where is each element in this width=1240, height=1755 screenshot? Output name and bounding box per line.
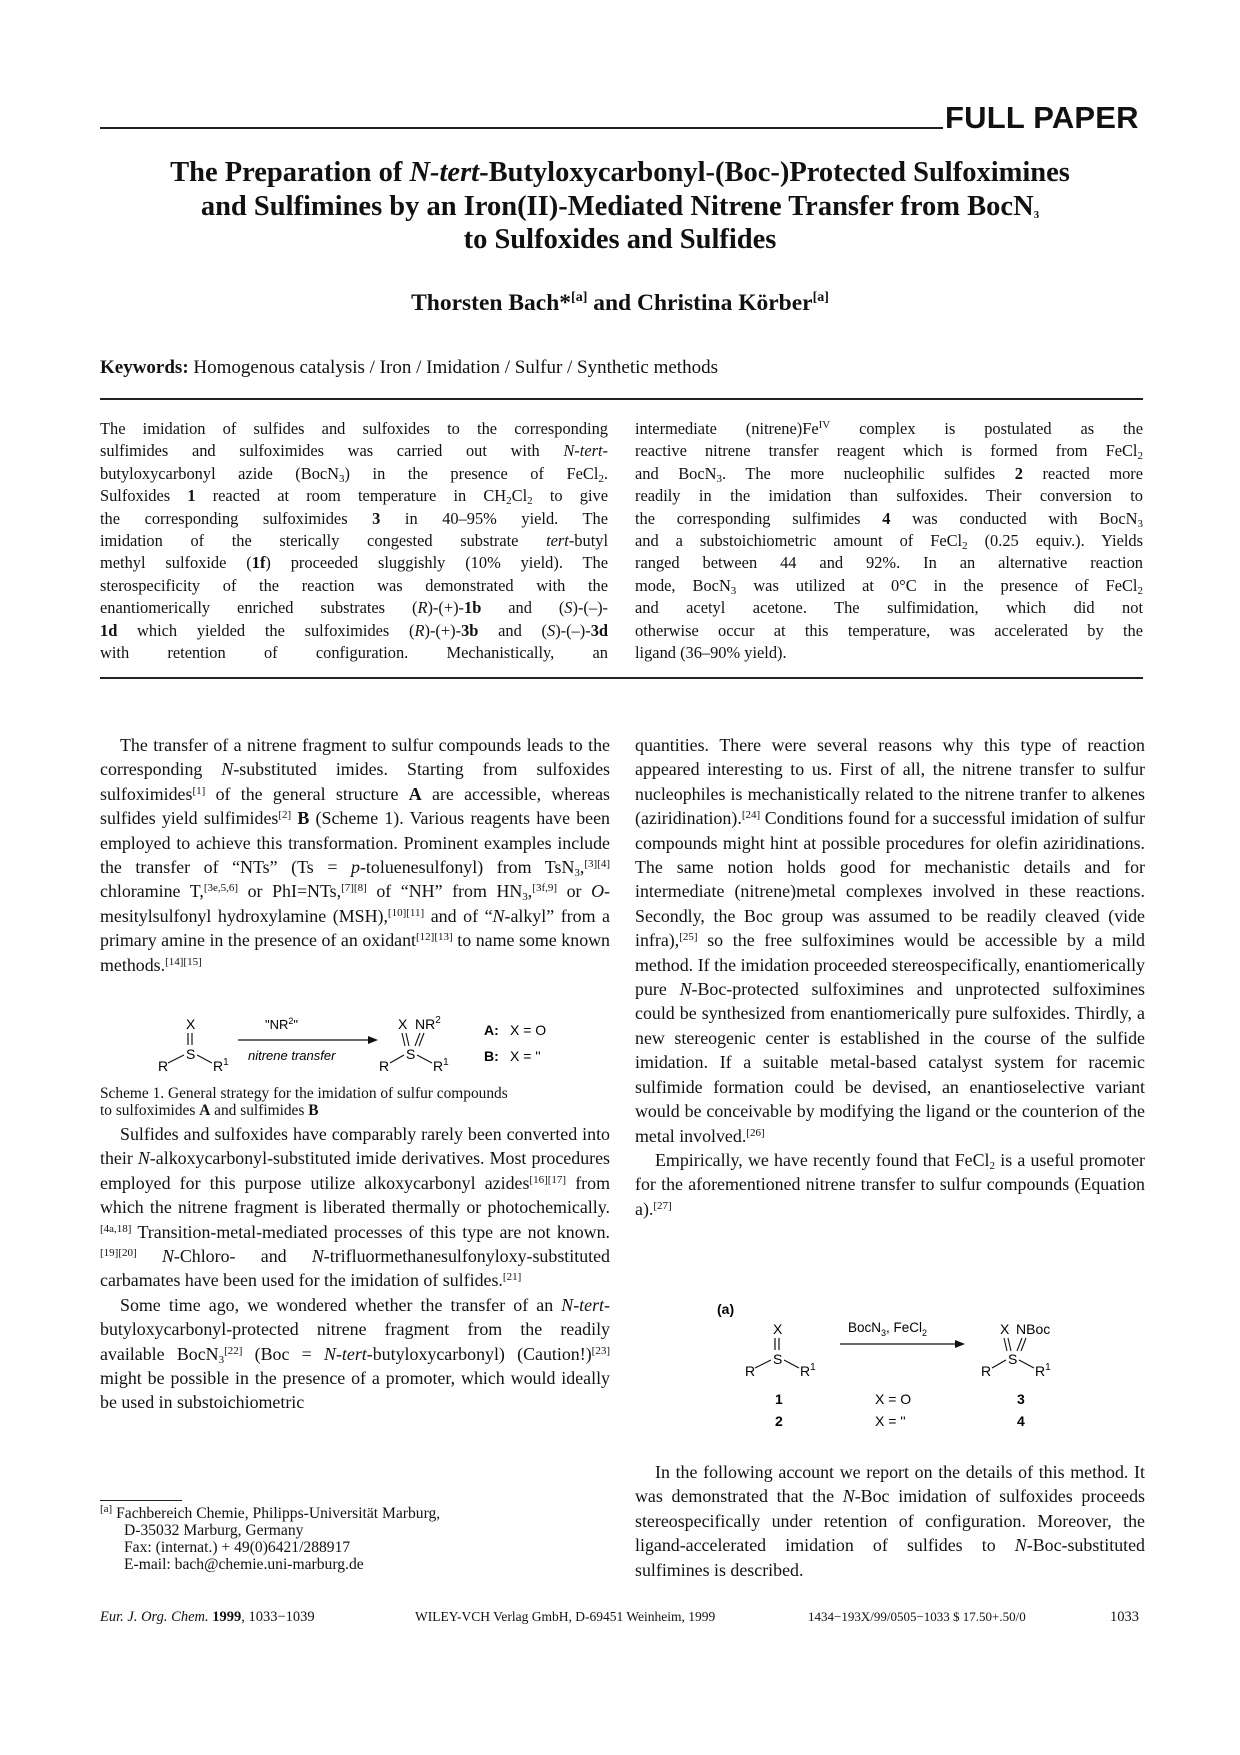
scheme-atom-r1: $R^1$ xyxy=(213,1057,229,1073)
scheme-atom-s: S xyxy=(406,1046,416,1062)
bond-line xyxy=(755,1360,771,1368)
affiliation-footnote: [a] Fachbereich Chemie, Philipps-Universität Marburg, D-35032 Marburg, Germany Fax: (internat.) + 49(0)6421/288917 E-mail: bach@chemie.uni-marburg.de xyxy=(100,1503,441,1573)
eq-atom-r1: $R^1$ xyxy=(800,1362,816,1379)
bond-line xyxy=(197,1055,212,1063)
scheme-1-diagram xyxy=(150,1015,570,1073)
paragraph: The transfer of a nitrene fragment to sulfur compounds leads to the corresponding N-substituted imides. Starting from sulfoxides sulfoximides[1] of the general structure A are accessible, whereas sulfides yield sulfimides[2] B (Scheme 1). Various reagents have been employed to achieve this transformation. Prominent examples include the transfer of “NTs” (Ts = p-toluenesulfonyl) from TsN$_3$,[3][4] chloramine T,[3e,5,6] or PhI=NTs,[7][8] of “NH” from $HN_3,[3f,9]$ or O-mesitylsulfonyl hydroxylamine (MSH),[10][11] and of “N-alkyl” from a primary amine in the presence of an oxidant[12][13] to name some known methods.[14][15] xyxy=(100,735,611,975)
equation-a-diagram xyxy=(715,1300,1085,1430)
paragraph: Empirically, we have recently found that FeCl$_2$ is a useful promoter for the aforementioned nitrene transfer to sulfur compounds (Equation a).[27] xyxy=(635,1149,1145,1219)
scheme-1-caption: Scheme 1. General strategy for the imidation of sulfur compounds to sulfoximides A and sulfimides B xyxy=(100,1085,508,1119)
scheme-atom-r: R xyxy=(379,1058,390,1073)
equation-label: (a) xyxy=(717,1301,735,1317)
bond-line xyxy=(1019,1360,1034,1368)
arrow-head xyxy=(955,1340,965,1348)
structure-def-b: X = '' xyxy=(510,1048,541,1064)
eq-def-o: X = O xyxy=(875,1391,912,1407)
eq-atom-x: X xyxy=(1000,1321,1010,1337)
abstract-bottom-rule xyxy=(100,677,1143,679)
scheme-nr2: $NR^2$ xyxy=(415,1015,441,1032)
scheme-atom-s: S xyxy=(186,1046,196,1062)
compound-number-1: 1 xyxy=(775,1391,783,1407)
body-left-column xyxy=(100,733,610,977)
eq-atom-s: S xyxy=(773,1351,783,1367)
footnote-rule xyxy=(100,1500,182,1501)
eq-reagent: BocN$_3$, FeCl$_2$ xyxy=(848,1320,928,1338)
scheme-atom-x: X xyxy=(186,1016,196,1032)
abstract-left-column: The imidation of sulfides and sulfoxides to the corresponding sulfimides and sulfoximides was carried out with N-tert- butyloxycarbonyl azide (BocN$_3$) in the presence of FeCl$_2$. Sulfoxides 1 reacted at room temperature in $CH_2Cl_2$ to give the corresponding sulfoximides 3 in 40–95% yield. The imidation of the sterically congested substrate tert-butyl methyl sulfoxide (1f) proceeded sluggishly (10% yield). The sterospecificity of the reaction was demonstrated with the enantiomerically enriched substrates (R)-(+)-1b and (S)-(–)- 1d which yielded the sulfoximides (R)-(+)-3b and (S)-(–)-3d with retention of configuration. Mechanistically, an xyxy=(100,419,609,663)
abstract-right-column: intermediate $(nitrene)Fe^{IV}$ complex is postulated as the reactive nitrene transfer reagent which is formed from FeCl$_2$ and BocN$_3$. The more nucleophilic sulfides 2 reacted more readily in the imidation than sulfoxides. Their conversion to the corresponding sulfimides 4 was conducted with BocN$_3$ and a substoichiometric amount of FeCl$_2$ (0.25 equiv.). Yields ranged between 44 and 92%. In an alternative reaction mode, BocN$_3$ was utilized at 0°C in the presence of FeCl$_2$ and acetyl acetone. The sulfimidation, which did not otherwise occur at this temperature, was accelerated by the ligand (36–90% yield). xyxy=(635,419,1143,663)
keywords: Keywords: Homogenous catalysis / Iron / Imidation / Sulfur / Synthetic methods xyxy=(100,357,718,378)
structure-def-a: X = O xyxy=(510,1022,547,1038)
bond-line xyxy=(406,1033,409,1046)
body-right-column xyxy=(635,733,1145,1221)
bond-line xyxy=(168,1055,184,1063)
scheme-atom-x: X xyxy=(398,1016,408,1032)
bond-line xyxy=(390,1055,404,1063)
body-right-column-lower xyxy=(635,1460,1145,1582)
structure-label-b: B: xyxy=(484,1048,499,1064)
section-label: FULL PAPER xyxy=(945,100,1139,135)
scheme-atom-r1: $R^1$ xyxy=(433,1057,449,1073)
paragraph: quantities. There were several reasons why this type of reaction appeared interesting to us. First of all, the nitrene transfer to sulfur nucleophiles is mechanistically related to the nitrene tranfer to alkenes (aziridination).[24] Conditions found for a successful imidation of sulfur compounds might hint at possible procedures for olefin aziridinations. The same notion holds good for mechanistic details and for intermediate (nitrene)metal complexes involved in these reactions. Secondly, the Boc group was assumed to be readily cleaved (vide infra),[25] so the free sulfoximines would be accessible by a mild method. If the imidation proceeded stereospecifically, enantiomerically pure N-Boc-protected sulfoximines and unprotected sulfoximines could be synthesized from enantiomerically pure sulfoxides. Thirdly, a new stereogenic center is established in the course of the sulfide imidation. If a suitable metal-based catalyst system for racemic sulfimide formation could be devised, an enantioselective variant would be conceivable by modifying the ligand or the counterion of the metal involved.[26] xyxy=(635,735,1146,1146)
paragraph: Sulfides and sulfoxides have comparably rarely been converted into their N-alkoxycarbonyl-substituted imide derivatives. Most procedures employed for this purpose utilize alkoxycarbonyl azides[16][17] from which the nitrene fragment is liberated thermally or photochemically.[4a,18] Transition-metal-mediated processes of this type are not known.[19][20] N-Chloro- and N-trifluormethanesulfonyloxy-substituted carbamates have been used for the imidation of sulfides.[21] xyxy=(100,1124,610,1291)
page-number: 1033 xyxy=(1110,1609,1139,1625)
arrow-head xyxy=(368,1036,378,1044)
eq-nboc: NBoc xyxy=(1016,1321,1051,1337)
eq-def-lp: X = '' xyxy=(875,1413,906,1429)
compound-number-2: 2 xyxy=(775,1413,783,1429)
footer-citation: Eur. J. Org. Chem. 1999, 1033−1039 xyxy=(100,1609,315,1625)
abstract-top-rule xyxy=(100,398,1143,400)
structure-label-a: A: xyxy=(484,1022,499,1038)
footer-code: 1434−193X/99/0505−1033 $ 17.50+.50/0 xyxy=(808,1609,1026,1624)
bond-line xyxy=(1004,1338,1007,1351)
eq-atom-s: S xyxy=(1008,1351,1018,1367)
bond-line xyxy=(402,1033,405,1046)
scheme-atom-r: R xyxy=(158,1058,169,1073)
scheme-condition: nitrene transfer xyxy=(248,1048,336,1063)
header-rule xyxy=(100,127,943,129)
paper-title: The Preparation of N-tert-Butyloxycarbonyl-(Boc-)Protected Sulfoximines and Sulfimines by an Iron(II)-Mediated Nitrene Transfer from BocN$_3$ to Sulfoxides and Sulfides xyxy=(170,157,1070,255)
bond-line xyxy=(992,1360,1006,1368)
compound-number-4: 4 xyxy=(1017,1413,1025,1429)
bond-line xyxy=(417,1055,432,1063)
paragraph: In the following account we report on the details of this method. It was demonstrated that the N-Boc imidation of sulfoxides proceeds stereospecifically under retention of configuration. Moreover, the ligand-accelerated imidation of sulfides to N-Boc-substituted sulfimines is described. xyxy=(635,1462,1145,1580)
bond-line xyxy=(784,1360,799,1368)
eq-atom-r: R xyxy=(745,1363,756,1379)
authors: Thorsten Bach*[a] and Christina Körber[a] xyxy=(411,290,829,316)
bond-line xyxy=(1008,1338,1011,1351)
paragraph: Some time ago, we wondered whether the transfer of an N-tert-butyloxycarbonyl-protected nitrene fragment from the readily available BocN$_3$[22] (Boc = N-tert-butyloxycarbonyl) (Caution!)[23] might be possible in the presence of a promoter, which would ideally be used in substoichiometric xyxy=(100,1294,610,1413)
compound-number-3: 3 xyxy=(1017,1391,1025,1407)
eq-atom-r1: $R^1$ xyxy=(1035,1362,1051,1379)
eq-atom-x: X xyxy=(773,1321,783,1337)
eq-atom-r: R xyxy=(981,1363,992,1379)
body-left-column-lower xyxy=(100,1122,610,1415)
footer-publisher: WILEY-VCH Verlag GmbH, D-69451 Weinheim, 1999 xyxy=(415,1609,716,1624)
scheme-reagent: "$NR^2$" xyxy=(265,1016,299,1032)
